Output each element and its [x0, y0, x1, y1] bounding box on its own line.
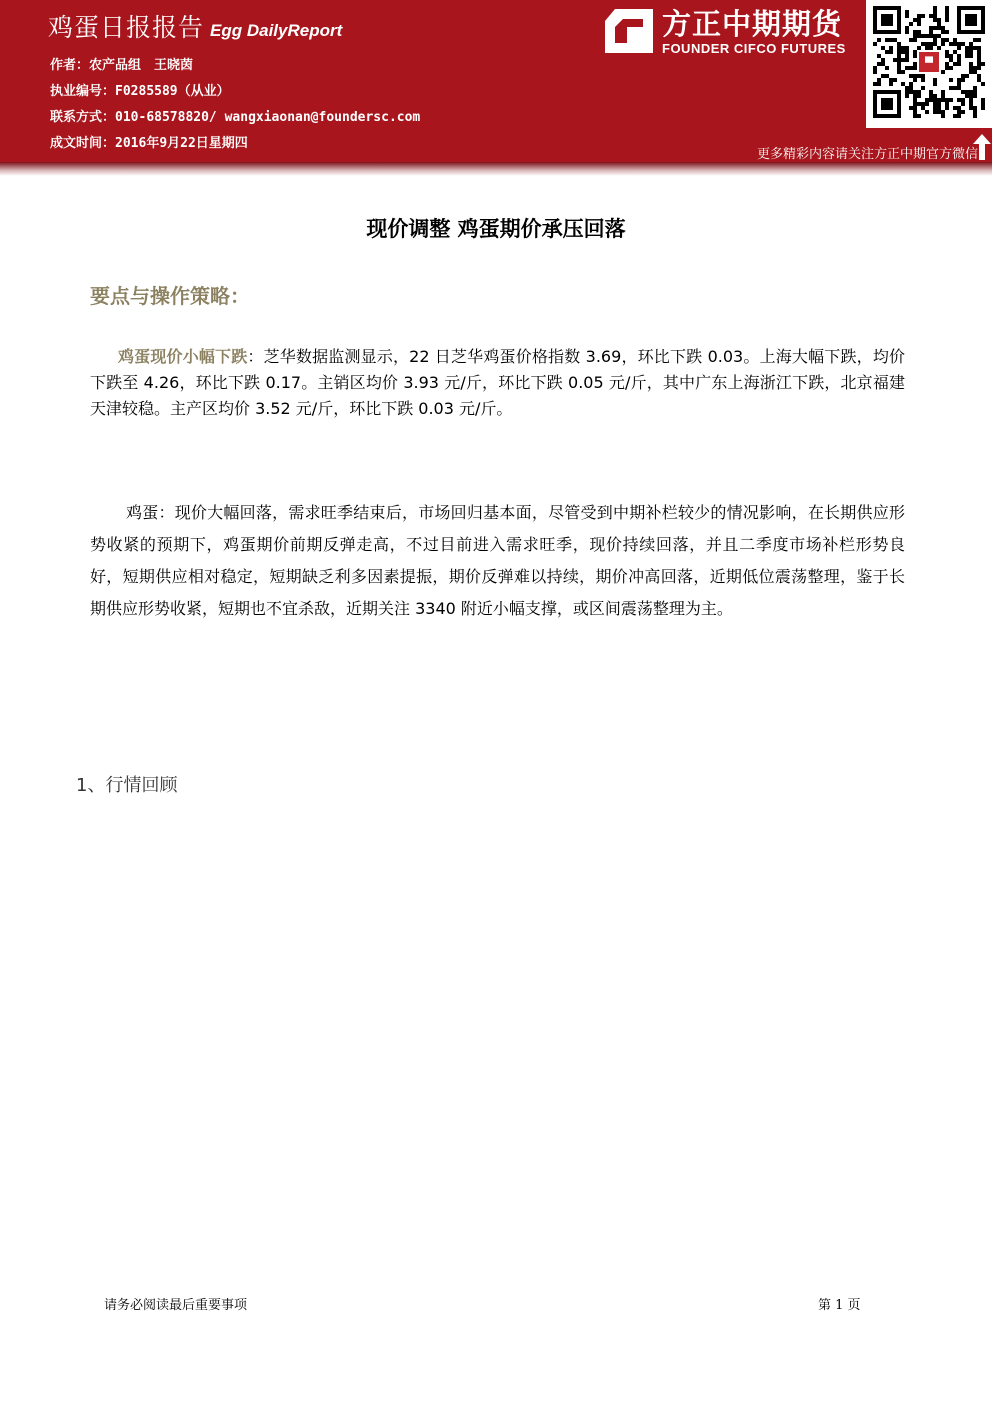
date-label: 成文时间：	[50, 136, 116, 151]
report-title-en: Egg DailyReport	[210, 21, 343, 40]
date-value: 2016年9月22日星期四	[115, 136, 248, 151]
wechat-qr-code	[866, 0, 992, 128]
date-line	[50, 132, 248, 151]
report-title-cn: 鸡蛋日报报告	[48, 13, 205, 42]
brand-name-cn: 方正中期期货	[662, 7, 843, 41]
founder-logo-icon	[603, 7, 655, 55]
author-label: 作者：	[50, 58, 90, 73]
license-value: F0285589（从业）	[115, 84, 230, 99]
contact-line	[50, 106, 420, 125]
arrow-up-icon	[973, 134, 991, 160]
sub-heading-market-review: 1、行情回顾	[76, 775, 178, 796]
author-value: 农产品组 王晓茵	[89, 58, 194, 73]
report-header	[0, 0, 992, 162]
document-title: 现价调整 鸡蛋期价承压回落	[366, 217, 626, 241]
report-title	[48, 8, 342, 44]
license-label: 执业编号：	[50, 84, 116, 99]
author-line	[50, 54, 193, 73]
follow-wechat-text: 更多精彩内容请关注方正中期官方微信	[756, 147, 978, 162]
paragraph-spot-price	[90, 344, 905, 422]
paragraph-lead: 鸡蛋现价小幅下跌	[118, 347, 248, 366]
contact-label: 联系方式：	[50, 110, 116, 125]
contact-value: 010-68578820/ wangxiaonan@foundersc.com	[115, 110, 421, 125]
header-divider	[0, 162, 992, 176]
paragraph-body: ：芝华数据监测显示，22 日芝华鸡蛋价格指数 3.69，环比下跌 0.03。上海大幅下跌，均价下跌至 4.26，环比下跌 0.17。主销区均价 3.93 元/斤，环比下跌 0.05 元/斤，其中广东上海浙江下跌，北京福建天津较稳。主产区均价 3.52 元/斤，环比下跌 0.03 元/斤。	[90, 347, 905, 418]
section-heading-strategy: 要点与操作策略：	[90, 284, 250, 308]
brand-name-en: FOUNDER CIFCO FUTURES	[662, 41, 846, 56]
qr-code-icon	[873, 6, 985, 118]
page-number: 第 1 页	[818, 1298, 861, 1313]
license-line	[50, 80, 230, 99]
paragraph-futures-outlook: 鸡蛋：现价大幅回落，需求旺季结束后，市场回归基本面，尽管受到中期补栏较少的情况影响，在长期供应形势收紧的预期下，鸡蛋期价前期反弹走高，不过目前进入需求旺季，现价持续回落，并且二季度市场补栏形势良好，短期供应相对稳定，短期缺乏利多因素提振，期价反弹难以持续，期价冲高回落，近期低位震荡整理，鉴于长期供应形势收紧，短期也不宜杀敌，近期关注 3340 附近小幅支撑，或区间震荡整理为主。	[90, 503, 905, 618]
footer-notice: 请务必阅读最后重要事项	[104, 1298, 248, 1313]
